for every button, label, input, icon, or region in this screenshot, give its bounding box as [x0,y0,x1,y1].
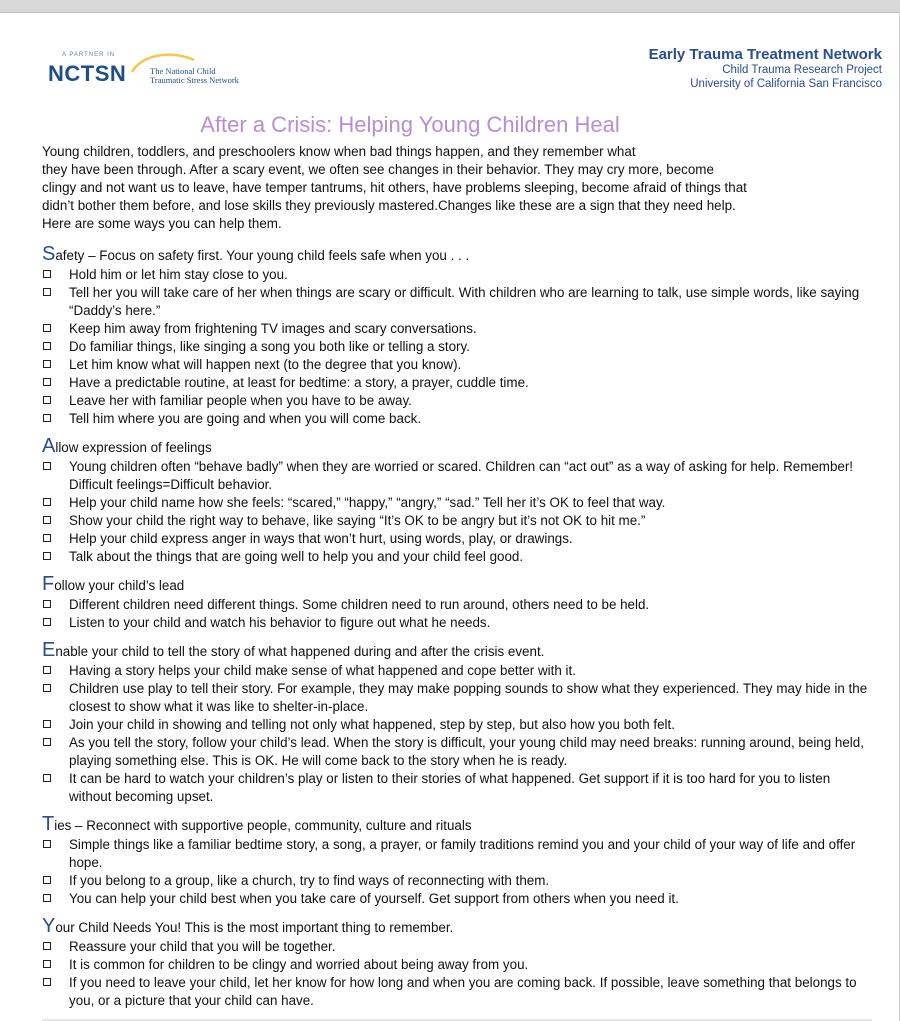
checklist-item: Tell him where you are going and when you will come back. [42,410,872,428]
section-initial: A [42,435,56,457]
intro-line: they have been through. After a scary event, we often see changes in their behavior. They may cry more, become [42,162,714,177]
section-heading [42,815,872,836]
checklist [42,938,872,1010]
checklist-item: Let him know what will happen next (to the degree that you know). [42,356,872,374]
section-heading-text: ollow your child’s lead [54,578,185,593]
checklist-item: Talk about the things that are going well to help you and your child feel good. [42,548,872,566]
page-cutoff-edge [42,1012,872,1021]
checklist-item: Leave her with familiar people when you have to be away. [42,392,872,410]
logo-network-line2: Traumatic Stress Network [150,75,239,85]
section-initial: S [42,243,56,265]
checklist-item: As you tell the story, follow your child’s lead. When the story is difficult, your young child may need breaks: running around, being held, playing something else. This is OK. He will come back to the story when he is ready. [42,734,872,770]
checklist-item: Simple things like a familiar bedtime story, a song, a prayer, or family traditions remind you and your child of your way of life and offer hope. [42,836,872,872]
checklist-item: Keep him away from frightening TV images and scary conversations. [42,320,872,338]
header-project: Child Trauma Research Project [722,64,882,76]
section-heading-text: afety – Focus on safety first. Your young child feels safe when you . . . [55,248,470,263]
checklist-item: Having a story helps your child make sense of what happened and cope better with it. [42,662,872,680]
logo-network-name [150,67,239,85]
checklist-item: Show your child the right way to behave, like saying “It’s OK to be angry but it’s not OK to hit me.” [42,512,872,530]
checklist-item: It is common for children to be clingy and worried about being away from you. [42,956,872,974]
section-heading [42,437,872,458]
checklist-item: Join your child in showing and telling not only what happened, step by step, but also how you both felt. [42,716,872,734]
checklist-item: Children use play to tell their story. For example, they may make popping sounds to show what they experienced. They may hide in the closest to show what it was like to shelter-in-place. [42,680,872,716]
section-heading [42,245,872,266]
logo-network-line1: The National Child [150,66,216,76]
checklist-item: Help your child name how she feels: “scared,” “happy,” “angry,” “sad.” Tell her it’s OK to feel that way. [42,494,872,512]
section-your-child [42,917,872,1010]
intro-line: Here are some ways you can help them. [42,216,282,231]
checklist [42,662,872,806]
logo-acronym: NCTSN [48,61,127,86]
checklist-item: Tell her you will take care of her when things are scary or difficult. With children who are learning to talk, use simple words, like saying “Daddy’s here.” [42,284,872,320]
checklist-item: You can help your child best when you take care of yourself. Get support from others when you need it. [42,890,872,908]
top-divider [0,12,900,13]
section-ties [42,815,872,908]
checklist-item: Different children need different things. Some children need to run around, others need to be held. [42,596,872,614]
checklist-item: Listen to your child and watch his behavior to figure out what he needs. [42,614,872,632]
checklist-item: Do familiar things, like singing a song you both like or telling a story. [42,338,872,356]
checklist-item: Hold him or let him stay close to you. [42,266,872,284]
checklist-item: Have a predictable routine, at least for bedtime: a story, a prayer, cuddle time. [42,374,872,392]
page-title: After a Crisis: Helping Young Children Heal [200,112,620,137]
section-heading-text: ies – Reconnect with supportive people, community, culture and rituals [54,818,472,833]
section-enable [42,641,872,806]
checklist-item: Reassure your child that you will be together. [42,938,872,956]
nctsn-logo [48,52,268,92]
intro-paragraph [42,143,872,233]
checklist [42,458,872,566]
intro-line: clingy and not want us to leave, have temper tantrums, hit others, have problems sleeping, become afraid of things that [42,180,747,195]
intro-line: didn’t bother them before, and lose skills they previously mastered.Changes like these are a sign that they need help. [42,198,736,213]
checklist-item: Young children often “behave badly” when they are worried or scared. Children can “act out” as a way of asking for help. Remember! Difficult feelings=Difficult behavior. [42,458,872,494]
checklist [42,266,872,428]
section-safety [42,245,872,428]
checklist-item: If you belong to a group, like a church, try to find ways of reconnecting with them. [42,872,872,890]
header-university: University of California San Francisco [690,78,882,90]
checklist [42,596,872,632]
section-follow [42,575,872,632]
header-organization [649,46,882,91]
section-allow [42,437,872,566]
section-initial: F [42,573,55,595]
window-top-bar [0,0,900,12]
checklist-item: If you need to leave your child, let her know for how long and when you are coming back. If possible, leave something that belongs to you, or a picture that your child can have. [42,974,872,1010]
checklist [42,836,872,908]
section-initial: E [42,639,56,661]
section-heading [42,575,872,596]
section-heading [42,917,872,938]
section-heading [42,641,872,662]
section-initial: T [42,813,55,835]
document-body [42,143,872,1019]
checklist-item: Help your child express anger in ways that won’t hurt, using words, play, or drawings. [42,530,872,548]
section-initial: Y [42,915,56,937]
checklist-item: It can be hard to watch your children’s play or listen to their stories of what happened. Get support if it is too hard for you to listen without becoming upset. [42,770,872,806]
section-heading-text: nable your child to tell the story of what happened during and after the crisis event. [55,644,545,659]
logo-partner-text: A PARTNER IN [62,52,116,58]
header-org-name: Early Trauma Treatment Network [648,46,882,63]
section-heading-text: our Child Needs You! This is the most important thing to remember. [55,920,454,935]
section-heading-text: llow expression of feelings [55,440,212,455]
intro-line: Young children, toddlers, and preschoolers know when bad things happen, and they remember what [42,144,636,159]
